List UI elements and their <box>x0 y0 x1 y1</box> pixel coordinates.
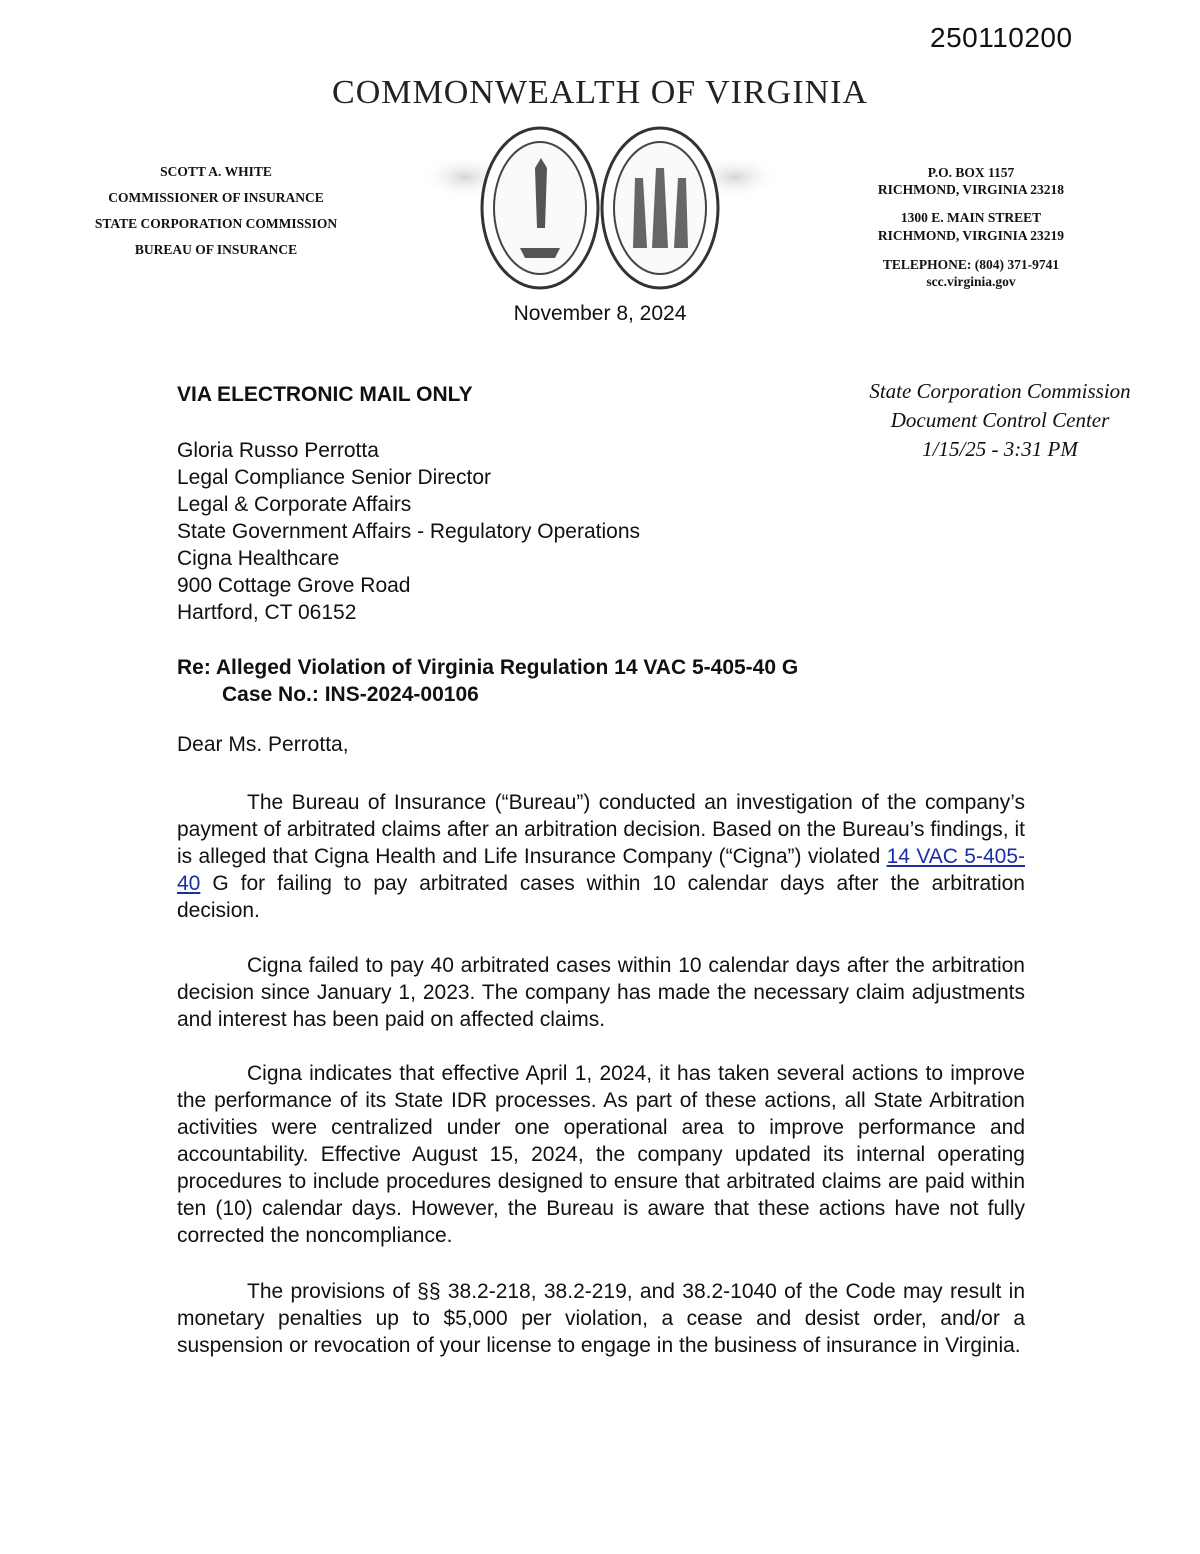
subject-line <box>177 654 798 708</box>
letterhead-left-block <box>60 164 372 268</box>
street-address: 1300 E. MAIN STREET <box>900 210 1042 225</box>
paragraph-text: The Bureau of Insurance (“Bureau”) conducted an investigation of the company’s payment of arbitrated claims after an arbitration decision. Based on the Bureau’s findings, it is alleged that Cigna Health and Life Insurance Company (“Cigna”) violated <box>177 791 1025 868</box>
recipient-dept: Legal & Corporate Affairs <box>177 493 412 516</box>
po-city: RICHMOND, VIRGINIA 23218 <box>877 182 1065 197</box>
po-box: P.O. BOX 1157 <box>927 165 1015 180</box>
stamp-timestamp: 1/15/25 - 3:31 PM <box>922 437 1078 461</box>
salutation: Dear Ms. Perrotta, <box>177 733 349 756</box>
seal-left-icon <box>482 128 598 288</box>
stamp-line: Document Control Center <box>890 408 1110 432</box>
recipient-address <box>177 437 640 626</box>
recipient-street: 900 Cottage Grove Road <box>177 574 411 597</box>
paragraph-3: Cigna indicates that effective April 1, 2024, it has taken several actions to improve the performance of its State IDR processes. As part of these actions, all State Arbitration activities were centralized under one operational area to improve performance and accountability. Effective August 15, 2024, the company updated its internal operating procedures to include procedures designed to ensure that arbitrated claims are paid within ten (10) calendar days. However, the Bureau is aware that these actions have not fully corrected the noncompliance. <box>177 1062 1025 1247</box>
document-number: 250110200 <box>930 22 1073 53</box>
paragraph-4: The provisions of §§ 38.2-218, 38.2-219, and 38.2-1040 of the Code may result in monetary penalties up to $5,000 per violation, a cease and desist order, and/or a suspension or revocation of your license to engage in the business of insurance in Virginia. <box>177 1280 1025 1357</box>
recipient-name: Gloria Russo Perrotta <box>177 439 379 462</box>
telephone: TELEPHONE: (804) 371-9741 <box>882 257 1060 272</box>
commissioner-name: SCOTT A. WHITE <box>160 164 272 179</box>
stamp-line: State Corporation Commission <box>869 379 1131 403</box>
recipient-title: Legal Compliance Senior Director <box>177 466 491 489</box>
paragraph-2: Cigna failed to pay 40 arbitrated cases within 10 calendar days after the arbitration decision since January 1, 2023. The company has made the necessary claim adjustments and interest has been paid on affected claims. <box>177 954 1025 1031</box>
commission-name: STATE CORPORATION COMMISSION <box>94 216 338 231</box>
letterhead-title: COMMONWEALTH OF VIRGINIA <box>332 74 868 111</box>
website: scc.virginia.gov <box>926 274 1016 289</box>
received-stamp <box>840 377 1160 464</box>
letterhead-right-block <box>848 165 1094 290</box>
recipient-city: Hartford, CT 06152 <box>177 601 357 624</box>
letterhead-seal-logo <box>420 122 780 294</box>
street-city: RICHMOND, VIRGINIA 23219 <box>877 228 1065 243</box>
recipient-company: Cigna Healthcare <box>177 547 340 570</box>
paragraph-1 <box>177 789 1025 924</box>
paragraph-text: G for failing to pay arbitrated cases within 10 calendar days after the arbitration decision. <box>177 872 1025 922</box>
delivery-method: VIA ELECTRONIC MAIL ONLY <box>177 383 473 406</box>
case-number: Case No.: INS-2024-00106 <box>222 683 479 706</box>
regulation-link[interactable]: 14 VAC 5-405-40 <box>177 845 1025 895</box>
subject-re: Re: Alleged Violation of Virginia Regulation 14 VAC 5-405-40 G <box>177 656 799 679</box>
commissioner-title: COMMISSIONER OF INSURANCE <box>108 190 324 205</box>
recipient-division: State Government Affairs - Regulatory Operations <box>177 520 641 543</box>
letter-date: November 8, 2024 <box>513 302 687 325</box>
bureau-name: BUREAU OF INSURANCE <box>134 242 298 257</box>
seal-right-icon <box>602 128 718 288</box>
